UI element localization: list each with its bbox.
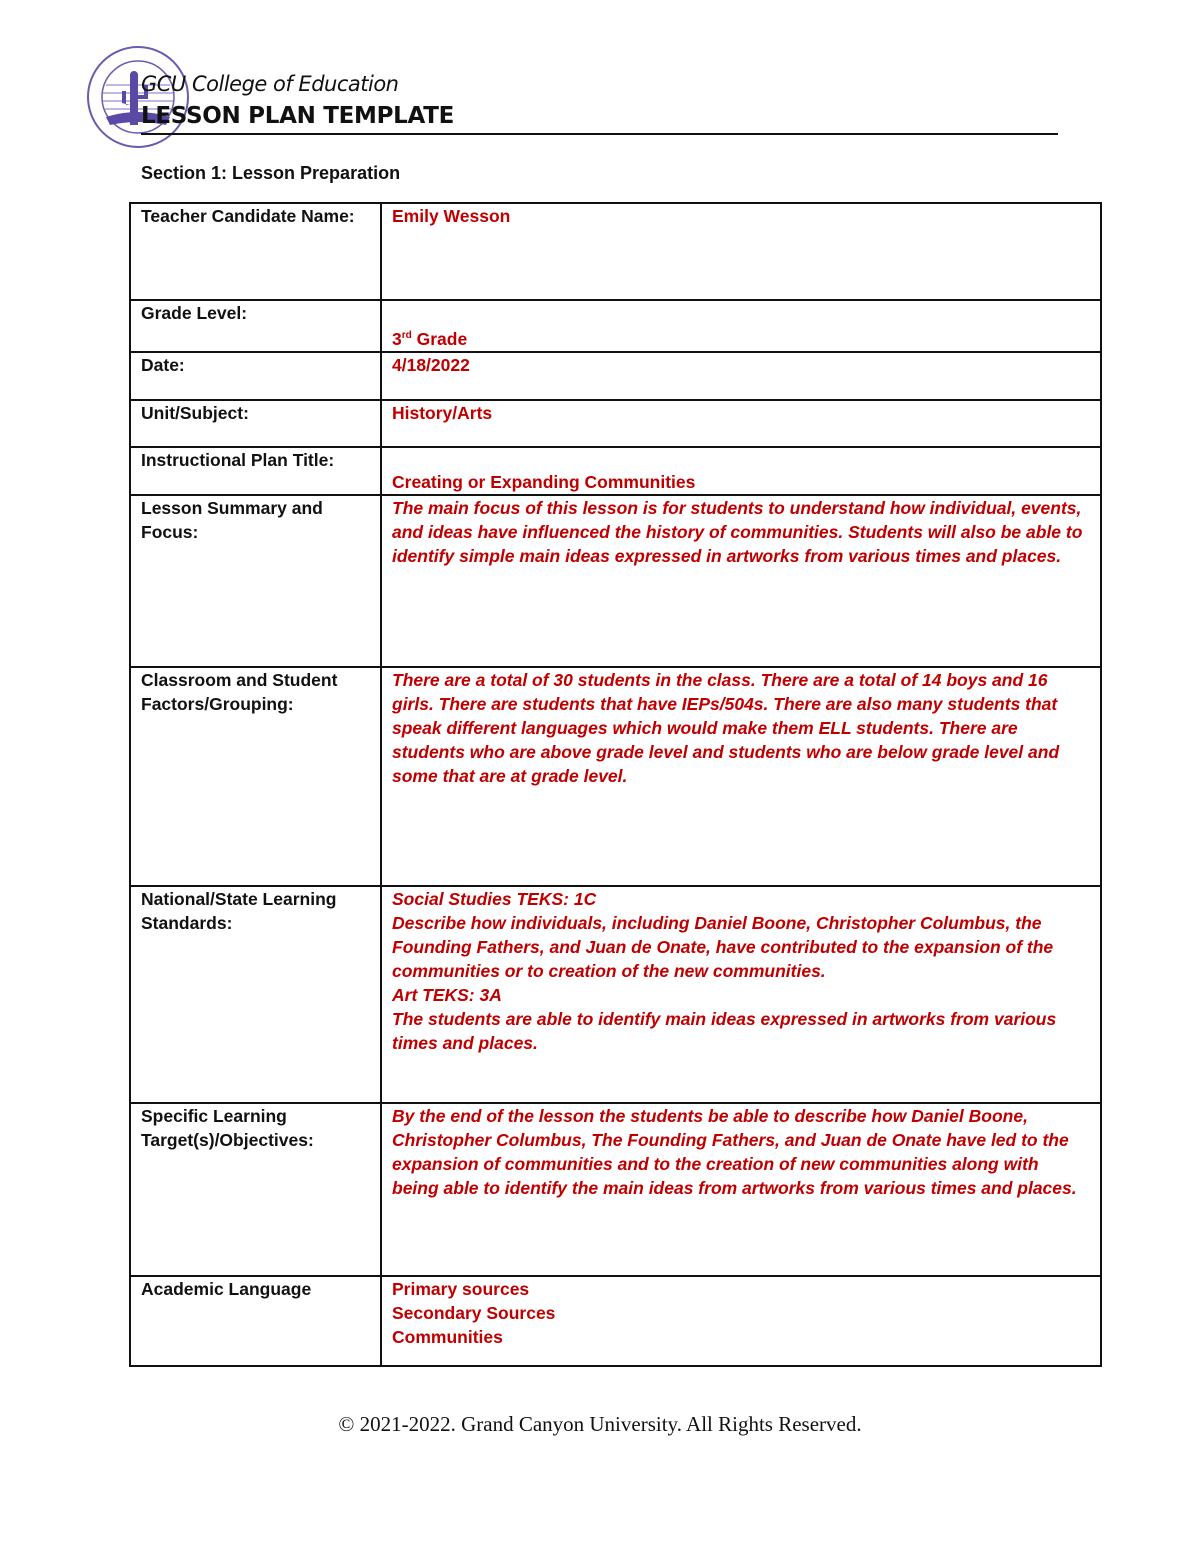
section-title: Section 1: Lesson Preparation xyxy=(141,163,401,183)
vocab-term: Communities xyxy=(392,1327,503,1347)
classroom-factors-value: There are a total of 30 students in the class. There are a total of 14 boys and 16 girls. There are students that have IEPs/504s. There are also many students that speak different languages which would make them ELL students. There are students who are above grade level and students who are below grade level and some that are at grade level. xyxy=(381,667,1101,886)
row-label: Instructional Plan Title: xyxy=(130,447,381,495)
objectives-value: By the end of the lesson the students be able to describe how Daniel Boone, Christopher Columbus, The Founding Fathers, and Juan de Onate have led to the expansion of communities and to the creation of new communities along with being able to identify the main ideas from artworks from various times and places. xyxy=(381,1103,1101,1276)
table-row xyxy=(130,495,1101,667)
table-row xyxy=(130,667,1101,886)
grade-suffix: rd xyxy=(401,330,412,342)
row-label: Teacher Candidate Name: xyxy=(130,203,381,300)
grade-number: 3 xyxy=(392,329,402,349)
standard-line: Describe how individuals, including Daniel Boone, Christopher Columbus, the Founding Fathers, and Juan de Onate, have contributed to the expansion of the communities or to creation of the new communities. xyxy=(392,913,1054,981)
lesson-summary-value: The main focus of this lesson is for students to understand how individual, events, and ideas have influenced the history of communities. Students will also be able to identify simple main ideas expressed in artworks from various times and places. xyxy=(381,495,1101,667)
table-row xyxy=(130,447,1101,495)
table-row xyxy=(130,352,1101,400)
teacher-name-value: Emily Wesson xyxy=(381,203,1101,300)
row-label: Classroom and Student Factors/Grouping: xyxy=(130,667,381,886)
vocab-term: Primary sources xyxy=(392,1279,530,1299)
vocab-term: Secondary Sources xyxy=(392,1303,556,1323)
unit-subject-value: History/Arts xyxy=(381,400,1101,447)
lesson-preparation-table xyxy=(129,202,1102,1367)
grade-word: Grade xyxy=(411,329,468,349)
standards-value xyxy=(381,886,1101,1103)
table-row xyxy=(130,203,1101,300)
table-row xyxy=(130,300,1101,352)
standard-line: The students are able to identify main ideas expressed in artworks from various times and places. xyxy=(392,1009,1057,1053)
table-row xyxy=(130,1276,1101,1366)
document-title: LESSON PLAN TEMPLATE xyxy=(141,103,455,129)
date-value: 4/18/2022 xyxy=(381,352,1101,400)
row-label: National/State Learning Standards: xyxy=(130,886,381,1103)
copyright-footer: © 2021-2022. Grand Canyon University. All Rights Reserved. xyxy=(338,1412,862,1436)
standard-line: Art TEKS: 3A xyxy=(392,985,502,1005)
row-label: Unit/Subject: xyxy=(130,400,381,447)
academic-language-value xyxy=(381,1276,1101,1366)
row-label: Specific Learning Target(s)/Objectives: xyxy=(130,1103,381,1276)
row-label: Grade Level: xyxy=(130,300,381,352)
table-row xyxy=(130,400,1101,447)
header-divider xyxy=(141,133,1058,135)
grade-level-value xyxy=(381,300,1101,352)
table-row xyxy=(130,886,1101,1103)
row-label: Academic Language xyxy=(130,1276,381,1366)
plan-title-value: Creating or Expanding Communities xyxy=(381,447,1101,495)
standard-line: Social Studies TEKS: 1C xyxy=(392,889,597,909)
college-name: GCU College of Education xyxy=(141,72,399,96)
row-label: Lesson Summary and Focus: xyxy=(130,495,381,667)
table-row xyxy=(130,1103,1101,1276)
row-label: Date: xyxy=(130,352,381,400)
